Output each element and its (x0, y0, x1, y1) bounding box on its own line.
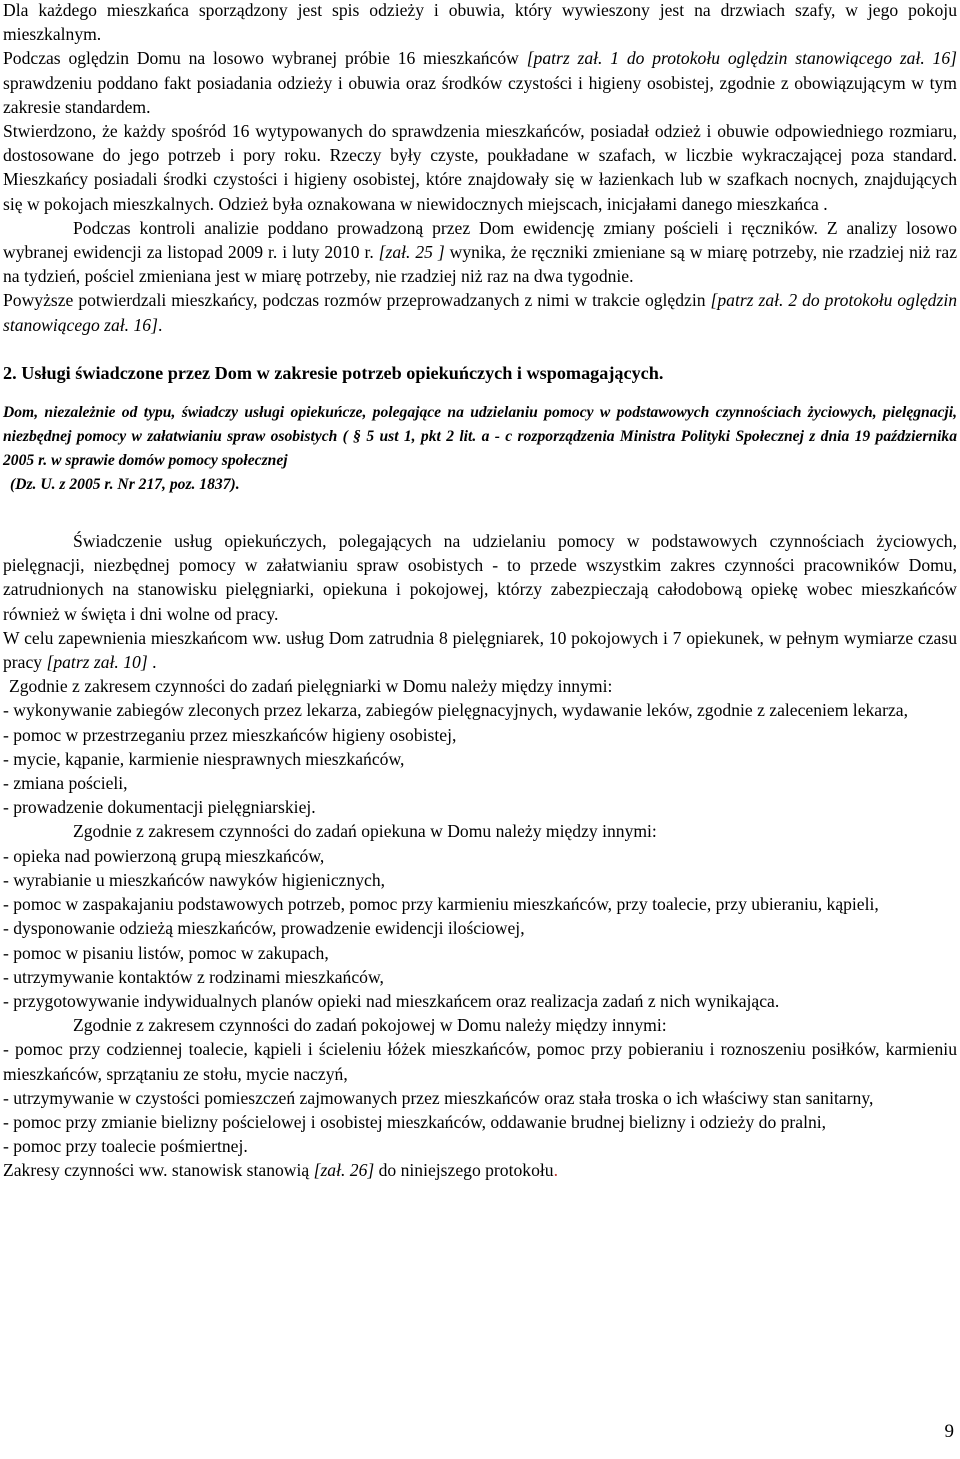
list-item: - dysponowanie odzieżą mieszkańców, prowadzenie ewidencji ilościowej, (3, 918, 525, 939)
list-item: - wykonywanie zabiegów zleconych przez lekarza, zabiegów pielęgnacyjnych, wydawanie leków, zgodnie z zaleceniem lekarza, (3, 700, 908, 721)
list-item: - utrzymywanie w czystości pomieszczeń zajmowanych przez mieszkańców oraz stała troska o ich właściwy stan sanitarny, (3, 1087, 874, 1108)
text-span: wynika, że ręczniki zmieniane są w miarę potrzeby, nie rzadziej niż raz na tydzień, pościel zmieniana jest w miarę potrzeby, nie rzadziej niż raz na dwa tygodnie. (3, 242, 957, 287)
text-span: Podczas oględzin Domu na losowo wybranej próbie 16 mieszkańców (3, 48, 527, 69)
text-span: sprawdzeniu poddano fakt posiadania odzieży i obuwia oraz środków czystości i higieny osobistej, zgodnie z obowiązującym w tym zakresie standardem. (3, 72, 957, 117)
page-number: 9 (944, 1421, 954, 1442)
list-item: - pomoc w przestrzeganiu przez mieszkańców higieny osobistej, (3, 724, 457, 745)
section-heading: 2. Usługi świadczone przez Dom w zakresie potrzeb opiekuńczych i wspomagających. (3, 362, 664, 383)
staffing-paragraph (3, 626, 957, 674)
text-span: Powyższe potwierdzali mieszkańcy, podczas rozmów przeprowadzanych z nimi w trakcie oględzin (3, 290, 711, 311)
intro-paragraph-inspection (3, 46, 957, 119)
statute-text: Dom, niezależnie od typu, świadczy usługi opiekuńcze, polegające na udzielaniu pomocy w podstawowych czynnościach życiowych, pielęgnacji, niezbędnej pomocy w załatwianiu spraw osobistych ( § 5 ust 1, pkt 2 lit. a - c rozporządzenia Ministra Polityki Społecznej z dnia 19 października 2005 r. w sprawie domów pomocy społecznej (3, 404, 957, 470)
services-paragraph: Świadczenie usług opiekuńczych, polegających na udzielaniu pomocy w podstawowych czynnościach życiowych, pielęgnacji, niezbędnej pomocy w załatwianiu spraw osobistych - to przede wszystkim zakres czynności pracowników Domu, zatrudnionych na stanowisku pielęgniarki, opiekuna i pokojowej, którzy zabezpieczają całodobową opiekę wobec mieszkańców również w święta i dni wolne od pracy. (3, 531, 957, 624)
list-item: - opieka nad powierzoną grupą mieszkańców, (3, 845, 325, 866)
closing-paragraph (3, 1158, 957, 1182)
statute-paragraph (3, 401, 957, 497)
intro-paragraph-findings: Stwierdzono, że każdy spośród 16 wytypowanych do sprawdzenia mieszkańców, posiadał odzież i obuwie odpowiedniego rozmiaru, dostosowane do jego potrzeb i pory roku. Rzeczy były czyste, poukładane w szafach, w liczbie wykraczającej poza standard. Mieszkańcy posiadali środki czystości i higieny osobistej, które znajdowały się w łazienkach lub w szafkach nocnych, znajdujących się w pokojach mieszkalnych. Odzież była oznakowana w niewidocznych miejscach, inicjałami danego mieszkańca . (3, 121, 957, 214)
list-item: - pomoc w zaspakajaniu podstawowych potrzeb, pomoc przy karmieniu mieszkańców, przy toalecie, przy ubieraniu, kąpieli, (3, 894, 879, 915)
statute-citation: (Dz. U. z 2005 r. Nr 217, poz. 1837). (10, 476, 240, 494)
text-span: . (157, 314, 163, 335)
list-item: - przygotowywanie indywidualnych planów opieki nad mieszkańcem oraz realizacja zadań z nich wynikająca. (3, 990, 780, 1011)
list-item: - utrzymywanie kontaktów z rodzinami mieszkańców, (3, 966, 384, 987)
list-item: - wyrabianie u mieszkańców nawyków higienicznych, (3, 869, 386, 890)
list-item: - mycie, kąpanie, karmienie niesprawnych mieszkańców, (3, 748, 405, 769)
intro-paragraph-linen-records (3, 216, 957, 289)
list-item: - pomoc przy toalecie pośmiertnej. (3, 1136, 248, 1157)
text-span: . (553, 1160, 558, 1181)
carer-duties-intro: Zgodnie z zakresem czynności do zadań opiekuna w Domu należy między innymi: (73, 821, 657, 842)
document-page (3, 0, 957, 1183)
attachment-reference: [zał. 25 ] (378, 242, 445, 263)
text-span: . (147, 652, 157, 673)
attachment-reference: [patrz zał. 2 do protokołu oględzin stanowiącego zał. 16] (3, 290, 958, 335)
list-item: - prowadzenie dokumentacji pielęgniarskiej. (3, 797, 316, 818)
attachment-reference: [patrz zał. 10] (46, 652, 148, 673)
list-item: - pomoc przy codziennej toalecie, kąpieli i ścieleniu łóżek mieszkańców, pomoc przy pobieraniu i roznoszeniu posiłków, karmieniu mieszkańców, sprzątaniu ze stołu, mycie naczyń, (3, 1039, 957, 1084)
list-item: - pomoc w pisaniu listów, pomoc w zakupach, (3, 942, 329, 963)
maid-duties-intro: Zgodnie z zakresem czynności do zadań pokojowej w Domu należy między innymi: (73, 1015, 667, 1036)
intro-paragraph-clothing-list: Dla każdego mieszkańca sporządzony jest spis odzieży i obuwia, który wywieszony jest na drzwiach szafy, w jego pokoju mieszkalnym. (3, 0, 957, 45)
text-span: W celu zapewnienia mieszkańcom ww. usług Dom zatrudnia 8 pielęgniarek, 10 pokojowych i 7 opiekunek, w pełnym wymiarze czasu pracy (3, 627, 957, 673)
text-span: Zakresy czynności ww. stanowisk stanowią (3, 1160, 314, 1181)
text-span: Podczas kontroli analizie poddano prowadzoną przez Dom ewidencję zmiany pościeli i ręczników. Z analizy losowo wybranej ewidencji za listopad 2009 r. i luty 2010 r. (3, 217, 957, 263)
list-item: - zmiana pościeli, (3, 773, 128, 794)
text-span: do niniejszego protokołu (374, 1160, 554, 1181)
intro-paragraph-residents-confirmation (3, 288, 957, 336)
attachment-reference: [patrz zał. 1 do protokołu oględzin stanowiącego zał. 16] (526, 48, 958, 69)
list-item: - pomoc przy zmianie bielizny pościelowej i osobistej mieszkańców, oddawanie brudnej bielizny i odzieży do pralni, (3, 1111, 827, 1132)
nurse-duties-intro: Zgodnie z zakresem czynności do zadań pielęgniarki w Domu należy między innymi: (9, 676, 613, 697)
attachment-reference: [zał. 26] (313, 1160, 375, 1181)
